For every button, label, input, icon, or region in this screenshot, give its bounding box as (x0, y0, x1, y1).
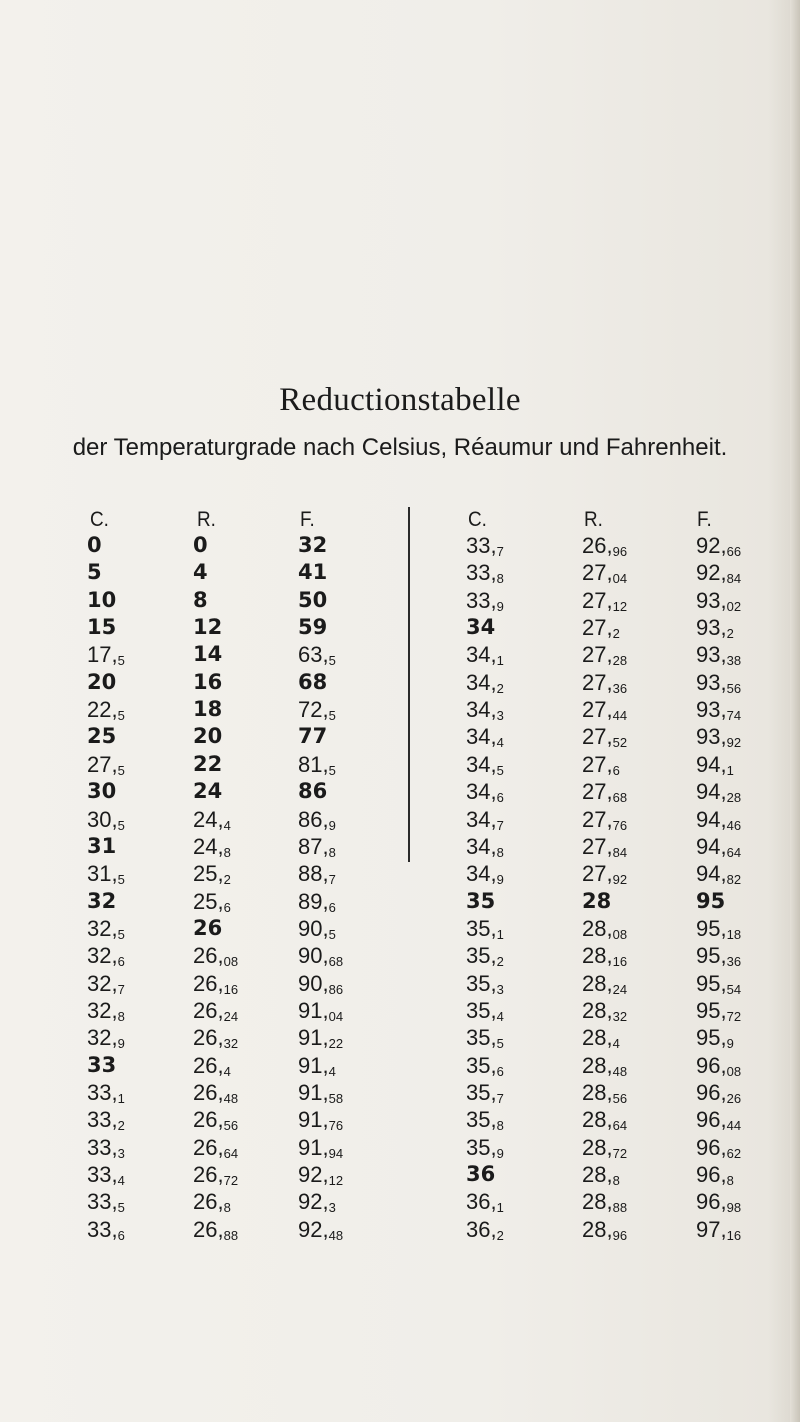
header-celsius-right: C. (468, 508, 487, 531)
celsius-value: 36 (466, 1162, 496, 1187)
reaumur-value: $27,_{04}$ (582, 560, 628, 587)
reaumur-value: $27,_{36}$ (582, 669, 628, 696)
reaumur-value: $26,_{24}$ (193, 997, 239, 1024)
reaumur-value: 24 (193, 779, 223, 804)
header-celsius-left: C. (90, 508, 109, 531)
fahrenheit-value: $92,_{66}$ (696, 533, 742, 559)
fahrenheit-value: $96,_{44}$ (696, 1107, 742, 1134)
table-row-right (0, 806, 800, 833)
reaumur-value: $28,_{96}$ (582, 1216, 628, 1243)
fahrenheit-value: $72,_5$ (298, 697, 336, 724)
header-fahrenheit-right: F. (697, 508, 712, 531)
fahrenheit-value: $94,_{46}$ (696, 806, 742, 833)
reaumur-value: $28,_{16}$ (582, 943, 628, 970)
celsius-value: $34,_4$ (466, 724, 504, 751)
fahrenheit-value: $92,_{84}$ (696, 560, 742, 587)
fahrenheit-value: $81,_5$ (298, 751, 336, 778)
celsius-value: 25 (87, 724, 117, 749)
page-title: Reductionstabelle (279, 382, 521, 418)
celsius-value: 5 (87, 560, 102, 585)
fahrenheit-value: $91,_{04}$ (298, 997, 344, 1024)
celsius-value: $33,_3$ (87, 1134, 125, 1161)
celsius-value: $34,_2$ (466, 669, 504, 696)
fahrenheit-value: $91,_4$ (298, 1052, 336, 1079)
reaumur-value: 14 (193, 642, 223, 667)
celsius-value: $33,_2$ (87, 1107, 125, 1134)
fahrenheit-value: $92,_{48}$ (298, 1216, 344, 1243)
fahrenheit-value: $96,_{62}$ (696, 1134, 742, 1161)
celsius-value: $34,_5$ (466, 751, 504, 778)
reaumur-value: $28,_{64}$ (582, 1107, 628, 1134)
celsius-value: $32,_5$ (87, 915, 125, 942)
table-row-right (0, 997, 800, 1024)
reaumur-value: $28,_{32}$ (582, 997, 628, 1024)
reaumur-value: $28,_4$ (582, 1025, 620, 1052)
table-row-right (0, 778, 800, 805)
celsius-value: $35,_6$ (466, 1052, 504, 1079)
table-row-right (0, 1134, 800, 1161)
table-row-right (0, 1024, 800, 1051)
celsius-value: $35,_8$ (466, 1107, 504, 1134)
table-row-right (0, 833, 800, 860)
celsius-value: $35,_1$ (466, 915, 504, 942)
reaumur-value: $28,_8$ (582, 1162, 620, 1189)
celsius-value: $34,_8$ (466, 833, 504, 860)
fahrenheit-value: $95,_9$ (696, 1025, 734, 1052)
table-row-right (0, 532, 800, 559)
celsius-value: $34,_9$ (466, 861, 504, 888)
reaumur-value: $27,_{52}$ (582, 724, 628, 751)
reaumur-value: 4 (193, 560, 208, 585)
header-reaumur-left: R. (197, 508, 216, 531)
reaumur-value: 26 (193, 915, 223, 940)
fahrenheit-value: 95 (696, 888, 726, 913)
table-row-right (0, 970, 800, 997)
reaumur-value: $26,_{96}$ (582, 533, 628, 559)
reaumur-value: $28,_{56}$ (582, 1080, 628, 1106)
table-row-right (0, 1052, 800, 1079)
fahrenheit-value: $89,_6$ (298, 888, 336, 915)
celsius-value: 31 (87, 833, 117, 858)
fahrenheit-value: 59 (298, 615, 328, 640)
header-reaumur-right: R. (584, 508, 603, 531)
celsius-value: $27,_5$ (87, 751, 125, 778)
fahrenheit-value: $97,_{16}$ (696, 1216, 742, 1243)
celsius-value: 0 (87, 533, 102, 557)
celsius-value: $33,_7$ (466, 533, 504, 559)
fahrenheit-value: $91,_{76}$ (298, 1107, 344, 1134)
fahrenheit-value: $90,_5$ (298, 915, 336, 942)
reaumur-value: 12 (193, 615, 223, 640)
reaumur-value: 0 (193, 533, 208, 557)
reaumur-value: $28,_{24}$ (582, 970, 628, 997)
reaumur-value: $27,_{92}$ (582, 861, 628, 888)
celsius-value: 20 (87, 669, 117, 694)
table-row-right (0, 559, 800, 586)
reaumur-value: $27,_2$ (582, 615, 620, 642)
fahrenheit-value: $94,_1$ (696, 751, 734, 778)
celsius-value: $32,_8$ (87, 997, 125, 1024)
fahrenheit-value: $95,_{36}$ (696, 943, 742, 970)
table-row-right (0, 1188, 800, 1215)
celsius-value: $32,_6$ (87, 943, 125, 970)
celsius-value: $33,_6$ (87, 1216, 125, 1243)
fahrenheit-value: $93,_{92}$ (696, 724, 742, 751)
fahrenheit-value: $90,_{68}$ (298, 943, 344, 970)
fahrenheit-value: $96,_{26}$ (696, 1080, 742, 1106)
celsius-value: $33,_5$ (87, 1189, 125, 1216)
fahrenheit-value: $96,_{98}$ (696, 1189, 742, 1216)
celsius-value: $35,_4$ (466, 997, 504, 1024)
table-row-right (0, 641, 800, 668)
fahrenheit-value: 50 (298, 587, 328, 612)
fahrenheit-value: $93,_2$ (696, 615, 734, 642)
table-row-right (0, 1161, 800, 1188)
fahrenheit-value: 68 (298, 669, 328, 694)
celsius-value: $34,_1$ (466, 642, 504, 669)
reaumur-value: 16 (193, 669, 223, 694)
fahrenheit-value: 77 (298, 724, 328, 749)
celsius-value: $34,_7$ (466, 806, 504, 833)
celsius-value: 15 (87, 615, 117, 640)
reaumur-value: $27,_{44}$ (582, 697, 628, 724)
reaumur-value: $27,_{68}$ (582, 779, 628, 806)
celsius-value: $35,_3$ (466, 970, 504, 997)
celsius-value: $31,_5$ (87, 861, 125, 888)
table-row-right (0, 1079, 800, 1106)
celsius-value: 35 (466, 888, 496, 913)
fahrenheit-value: $93,_{56}$ (696, 669, 742, 696)
fahrenheit-value: $91,_{58}$ (298, 1080, 344, 1106)
fahrenheit-value: $94,_{64}$ (696, 833, 742, 860)
fahrenheit-value: $92,_3$ (298, 1189, 336, 1216)
reaumur-value: 22 (193, 751, 223, 776)
reaumur-value: $27,_{28}$ (582, 642, 628, 669)
fahrenheit-value: 32 (298, 533, 328, 557)
reaumur-value: $26,_{48}$ (193, 1080, 239, 1106)
fahrenheit-value: $93,_{02}$ (696, 587, 742, 614)
fahrenheit-value: $95,_{18}$ (696, 915, 742, 942)
celsius-value: $35,_7$ (466, 1080, 504, 1106)
table-row-right (0, 696, 800, 723)
celsius-value: $36,_1$ (466, 1189, 504, 1216)
celsius-value: $17,_5$ (87, 642, 125, 669)
reaumur-value: 28 (582, 888, 612, 913)
fahrenheit-value: $88,_7$ (298, 861, 336, 888)
reaumur-value: 8 (193, 587, 208, 612)
table-row-right (0, 915, 800, 942)
reaumur-value: $27,_{84}$ (582, 833, 628, 860)
reaumur-value: $28,_{08}$ (582, 915, 628, 942)
reaumur-value: $26,_{72}$ (193, 1162, 239, 1189)
table-row-right (0, 723, 800, 750)
celsius-value: $36,_2$ (466, 1216, 504, 1243)
fahrenheit-value: $86,_9$ (298, 806, 336, 833)
celsius-value: 33 (87, 1052, 117, 1077)
fahrenheit-value: 86 (298, 779, 328, 804)
celsius-value: $33,_4$ (87, 1162, 125, 1189)
celsius-value: $30,_5$ (87, 806, 125, 833)
fahrenheit-value: $94,_{28}$ (696, 779, 742, 806)
fahrenheit-value: $87,_8$ (298, 833, 336, 860)
reaumur-value: 20 (193, 724, 223, 749)
fahrenheit-value: $94,_{82}$ (696, 861, 742, 888)
fahrenheit-value: $96,_{08}$ (696, 1052, 742, 1079)
table-row-right (0, 1216, 800, 1243)
reaumur-value: $24,_4$ (193, 806, 231, 833)
celsius-value: $34,_3$ (466, 697, 504, 724)
table-row-right (0, 860, 800, 887)
celsius-value: $35,_5$ (466, 1025, 504, 1052)
table-row-right (0, 669, 800, 696)
celsius-value: $32,_7$ (87, 970, 125, 997)
reaumur-value: $25,_2$ (193, 861, 231, 888)
celsius-value: $35,_2$ (466, 943, 504, 970)
celsius-value: $33,_9$ (466, 587, 504, 614)
reaumur-value: $26,_8$ (193, 1189, 231, 1216)
reaumur-value: $26,_{64}$ (193, 1134, 239, 1161)
celsius-value: $32,_9$ (87, 1025, 125, 1052)
reaumur-value: $27,_{12}$ (582, 587, 628, 614)
celsius-value: 32 (87, 888, 117, 913)
reaumur-value: $26,_{08}$ (193, 943, 239, 970)
table-row-right (0, 587, 800, 614)
celsius-value: $34,_6$ (466, 779, 504, 806)
reaumur-value: $26,_{88}$ (193, 1216, 239, 1243)
celsius-value: $33,_8$ (466, 560, 504, 587)
table-row-right (0, 1106, 800, 1133)
fahrenheit-value: $90,_{86}$ (298, 970, 344, 997)
table-row-right (0, 614, 800, 641)
table-row-right (0, 942, 800, 969)
reaumur-value: $24,_8$ (193, 833, 231, 860)
fahrenheit-value: $93,_{74}$ (696, 697, 742, 724)
celsius-value: $33,_1$ (87, 1080, 125, 1106)
reaumur-value: $26,_{16}$ (193, 970, 239, 997)
fahrenheit-value: $95,_{54}$ (696, 970, 742, 997)
celsius-value: $35,_9$ (466, 1134, 504, 1161)
fahrenheit-value: $92,_{12}$ (298, 1162, 344, 1189)
table-row-right (0, 751, 800, 778)
reaumur-value: $25,_6$ (193, 888, 231, 915)
fahrenheit-value: $91,_{94}$ (298, 1134, 344, 1161)
fahrenheit-value: $96,_8$ (696, 1162, 734, 1189)
header-fahrenheit-left: F. (300, 508, 315, 531)
reaumur-value: $28,_{88}$ (582, 1189, 628, 1216)
reaumur-value: $26,_{32}$ (193, 1025, 239, 1052)
fahrenheit-value: $93,_{38}$ (696, 642, 742, 669)
celsius-value: $22,_5$ (87, 697, 125, 724)
reaumur-value: $27,_6$ (582, 751, 620, 778)
reaumur-value: $28,_{72}$ (582, 1134, 628, 1161)
celsius-value: 30 (87, 779, 117, 804)
reaumur-value: 18 (193, 697, 223, 722)
fahrenheit-value: 41 (298, 560, 328, 585)
fahrenheit-value: $95,_{72}$ (696, 997, 742, 1024)
celsius-value: 10 (87, 587, 117, 612)
reaumur-value: $26,_4$ (193, 1052, 231, 1079)
page-subtitle: der Temperaturgrade nach Celsius, Réaumur und Fahrenheit. (72, 434, 728, 461)
celsius-value: 34 (466, 615, 496, 640)
reaumur-value: $27,_{76}$ (582, 806, 628, 833)
table-row-right (0, 888, 800, 915)
fahrenheit-value: $63,_5$ (298, 642, 336, 669)
reaumur-value: $28,_{48}$ (582, 1052, 628, 1079)
fahrenheit-value: $91,_{22}$ (298, 1025, 344, 1052)
reaumur-value: $26,_{56}$ (193, 1107, 239, 1134)
